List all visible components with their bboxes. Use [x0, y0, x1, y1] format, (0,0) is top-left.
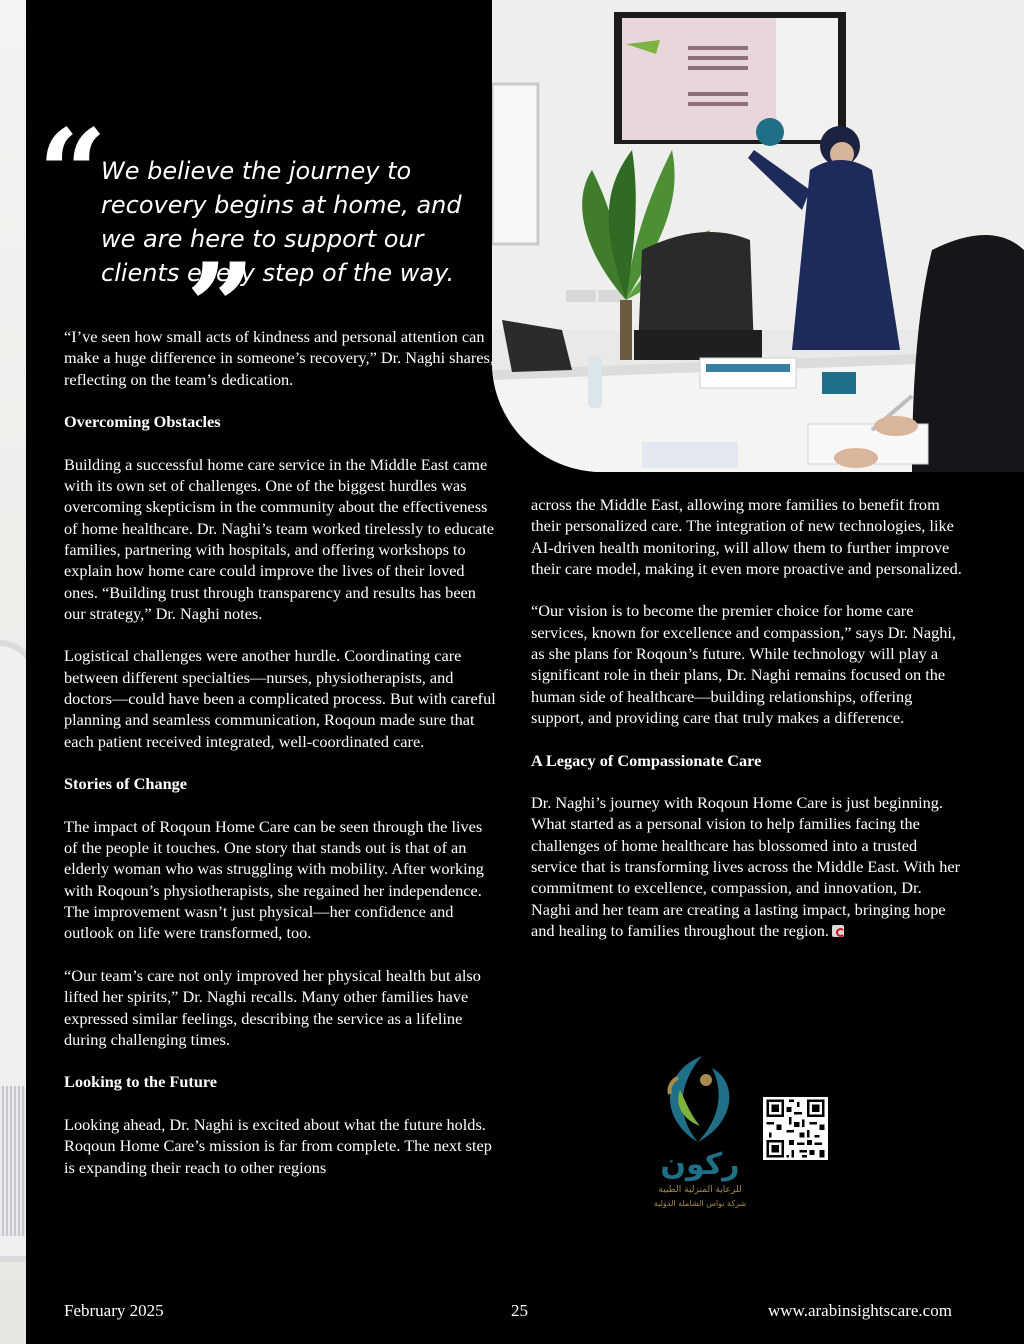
paragraph-future-1a: Looking ahead, Dr. Naghi is excited about what the future holds. Roqoun Home Care’s mission is far from complete. The next step is expanding their reach to other regions — [64, 1114, 492, 1177]
heading-stories-of-change: Stories of Change — [64, 774, 188, 794]
footer-date: February 2025 — [64, 1301, 164, 1320]
qr-code[interactable] — [763, 1097, 828, 1160]
paragraph-obstacles-2: Logistical challenges were another hurdle. Coordinating care between different specialties—nurses, physiotherapists, and doctors—could have been a complicated process. But with careful planning and seamless communication, Roqoun made sure that each patient received integrated, well-coordinated care. — [64, 646, 496, 751]
logo-tagline-1: للرعاية المنزلية الطبية — [658, 1185, 742, 1195]
appliance-image — [0, 640, 26, 1262]
paragraph-stories-1: The impact of Roqoun Home Care can be seen through the lives of the people it touches. One story that stands out is that of an elderly woman who was struggling with mobility. After working with Roqoun’s physiotherapists, she regained her independence. The improvement wasn’t just physical—her confidence and outlook on life were transformed, too. — [64, 816, 484, 943]
roqoun-logo — [640, 1050, 760, 1220]
paragraph-stories-2: “Our team’s care not only improved her physical health but also lifted her spirits,” Dr. Naghi recalls. Many other families have expressed similar feelings, describing the service as a lifeline during challenging times. — [64, 965, 481, 1049]
page-number: 25 — [511, 1301, 528, 1320]
logo-tagline-2: شركة نواس الشاملة الدولية — [653, 1199, 747, 1208]
paragraph-intro: “I’ve seen how small acts of kindness and personal attention can make a huge difference in someone’s recovery,” Dr. Naghi shares, reflecting on the team’s dedication. — [64, 327, 494, 389]
paragraph-future-1b: across the Middle East, allowing more families to benefit from their personalized care. The integration of new technologies, like AI-driven health monitoring, will allow them to further improve their care model, making it even more proactive and personalized. — [531, 495, 962, 578]
logo-arabic-name: ركون — [660, 1147, 740, 1182]
end-of-article-icon — [832, 925, 844, 937]
article-column-left — [64, 326, 496, 1199]
heading-looking-to-the-future: Looking to the Future — [64, 1072, 218, 1092]
article-column-right — [531, 494, 963, 963]
paragraph-legacy — [531, 792, 963, 941]
close-quote-mark: ” — [186, 237, 256, 378]
paragraph-legacy-text: Dr. Naghi’s journey with Roqoun Home Care is just beginning. What started as a personal vision to help families facing the challenges of home healthcare has blossomed into a trusted service that is transforming lives across the Middle East. With her commitment to excellence, compassion, and innovation, Dr. Naghi and her team are creating a lasting impact, bringing hope and healing to families throughout the region. — [531, 793, 961, 940]
footer-website-link[interactable]: www.arabinsightscare.com — [768, 1301, 952, 1320]
paragraph-future-2: “Our vision is to become the premier choice for home care services, known for excellence and compassion,” says Dr. Naghi, as she plans for Roqoun’s future. While technology will play a significant role in their plans, Dr. Naghi remains focused on the human side of healthcare—building relationships, offering support, and providing care that truly makes a difference. — [531, 601, 956, 727]
heading-legacy: A Legacy of Compassionate Care — [531, 750, 762, 770]
presentation-photo — [492, 0, 1024, 472]
open-quote-mark: “ — [38, 103, 108, 244]
pull-quote-text: We believe the journey to recovery begins at home, and we are here to support our clients every step of the way. — [101, 157, 462, 287]
heading-overcoming-obstacles: Overcoming Obstacles — [64, 412, 221, 432]
left-edge-photo-strip — [0, 0, 26, 1344]
paragraph-obstacles-1: Building a successful home care service in the Middle East came with its own set of challenges. One of the biggest hurdles was overcoming skepticism in the community about the effectiveness of home healthcare. Dr. Naghi’s team worked tirelessly to educate families, partnering with hospitals, and offering workshops to explain how home care could improve the lives of their loved ones. “Building trust through transparency and results has been our strategy,” Dr. Naghi notes. — [64, 454, 494, 623]
